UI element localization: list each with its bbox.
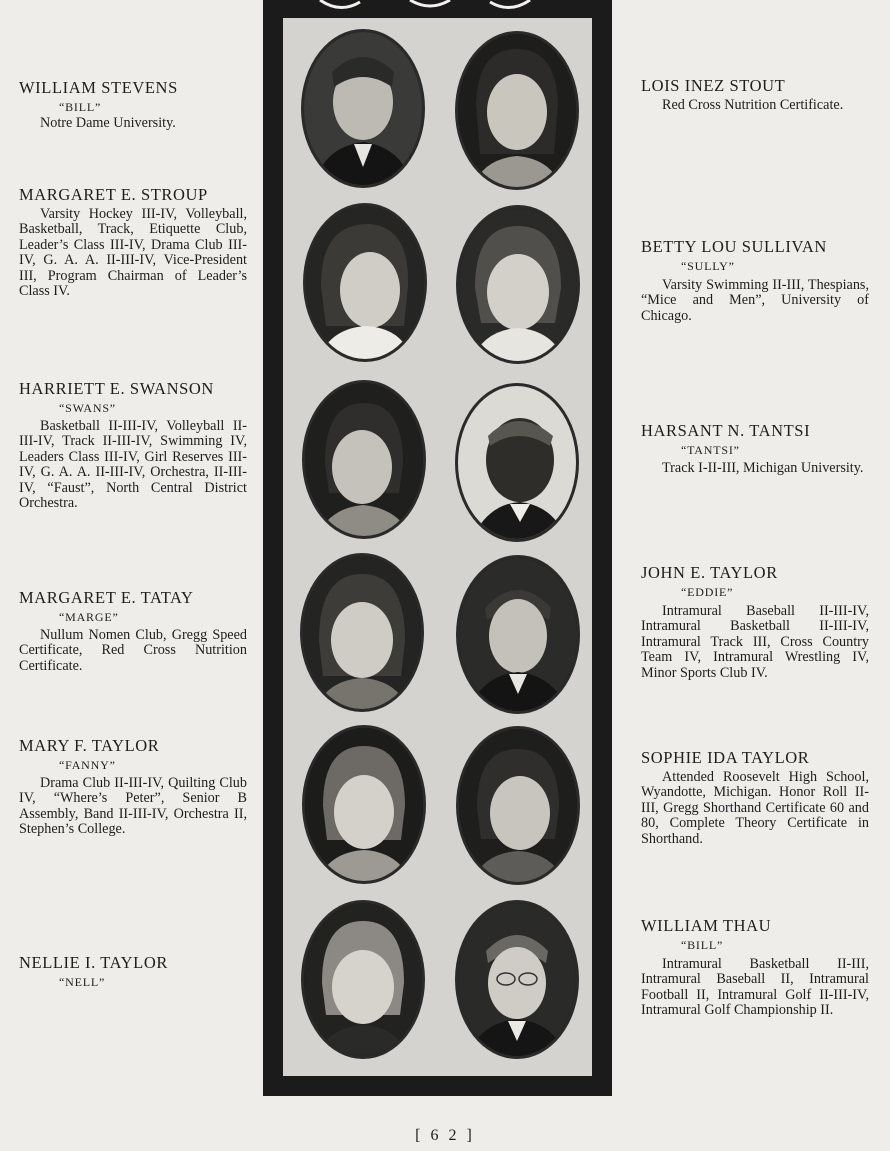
portrait-photo: [458, 903, 576, 1056]
student-entry: [641, 421, 869, 476]
student-name: MARY F. TAYLOR: [19, 736, 160, 755]
portrait-photo: [458, 34, 576, 187]
portrait-photo: [459, 208, 577, 361]
portrait-photo: [458, 386, 576, 539]
student-entry: [19, 736, 247, 838]
student-activities: Track I-II-III, Michigan University.: [662, 460, 864, 476]
student-activities: Red Cross Nutrition Certificate.: [662, 97, 844, 113]
student-nickname: “FANNY”: [59, 758, 116, 772]
ornament-decoration: [300, 0, 560, 14]
student-name: HARRIETT E. SWANSON: [19, 379, 214, 398]
student-entry: [19, 78, 247, 131]
portrait-photo: [304, 32, 422, 185]
student-nickname: “EDDIE”: [681, 585, 734, 599]
student-nickname: “MARGE”: [59, 610, 119, 624]
student-nickname: “NELL”: [59, 975, 106, 989]
student-activities: Attended Roosevelt High School, Wyandotte, Michigan. Honor Roll II-III, Gregg Shorthand Certificate 60 and 80, Complete Theory Certificate in Shorthand.: [641, 769, 869, 847]
student-entry: [641, 237, 869, 324]
student-nickname: “SULLY”: [681, 259, 735, 273]
student-activities: Nullum Nomen Club, Gregg Speed Certificate, Red Cross Nutrition Certificate.: [19, 627, 247, 674]
student-name: MARGARET E. TATAY: [19, 588, 194, 607]
student-activities: Varsity Hockey III-IV, Volleyball, Basketball, Track, Etiquette Club, Leader’s Class III-IV, Drama Club III-IV, G. A. A. II-III-IV, Vice-President III, Program Chairman of Leader’s Class IV.: [19, 206, 247, 300]
student-name: BETTY LOU SULLIVAN: [641, 237, 827, 256]
student-nickname: “BILL”: [59, 100, 102, 114]
student-name: HARSANT N. TANTSI: [641, 421, 811, 440]
student-activities: Drama Club II-III-IV, Quilting Club IV, “Where’s Peter”, Senior B Assembly, Band II-III-IV, Orchestra II, Stephen’s College.: [19, 775, 247, 838]
student-name: MARGARET E. STROUP: [19, 185, 208, 204]
student-entry: [641, 76, 869, 113]
student-name: SOPHIE IDA TAYLOR: [641, 748, 810, 767]
student-nickname: “BILL”: [681, 938, 724, 952]
portrait-photo: [459, 558, 577, 711]
student-nickname: “TANTSI”: [681, 443, 740, 457]
portrait-photo: [459, 729, 577, 882]
student-entry: [19, 379, 247, 511]
student-name: WILLIAM THAU: [641, 916, 772, 935]
student-name: JOHN E. TAYLOR: [641, 563, 778, 582]
portrait-photo: [303, 556, 421, 709]
student-entry: [19, 588, 247, 674]
portrait-photo: [305, 728, 423, 881]
student-entry: [641, 916, 869, 1019]
student-entry: [19, 185, 247, 299]
student-entry: [641, 748, 869, 847]
portrait-photo: [305, 383, 423, 536]
student-activities: Intramural Baseball II-III-IV, Intramural Basketball II-III-IV, Intramural Track III, Cross Country Team IV, Intramural Wrestling IV, Minor Sports Club IV.: [641, 603, 869, 681]
portrait-photo: [306, 206, 424, 359]
portrait-photo: [304, 903, 422, 1056]
student-entry: [19, 953, 247, 991]
student-name: LOIS INEZ STOUT: [641, 76, 786, 95]
student-name: NELLIE I. TAYLOR: [19, 953, 168, 972]
student-activities: Varsity Swimming II-III, Thespians, “Mice and Men”, University of Chicago.: [641, 277, 869, 324]
student-name: WILLIAM STEVENS: [19, 78, 178, 97]
page-number: [ 6 2 ]: [415, 1127, 475, 1144]
student-entry: [641, 563, 869, 681]
student-activities: Intramural Basketball II-III, Intramural Baseball II, Intramural Football II, Intramural Golf II-III-IV, Intramural Golf Championship II.: [641, 956, 869, 1019]
student-activities: Notre Dame University.: [40, 115, 176, 131]
student-nickname: “SWANS”: [59, 401, 116, 415]
student-activities: Basketball II-III-IV, Volleyball II-III-IV, Track II-III-IV, Swimming IV, Leaders Class III-IV, Girl Reserves III-IV, G. A. A. II-III-IV, Orchestra, II-III-IV, “Faust”, North Central District Orchestra.: [19, 418, 247, 512]
